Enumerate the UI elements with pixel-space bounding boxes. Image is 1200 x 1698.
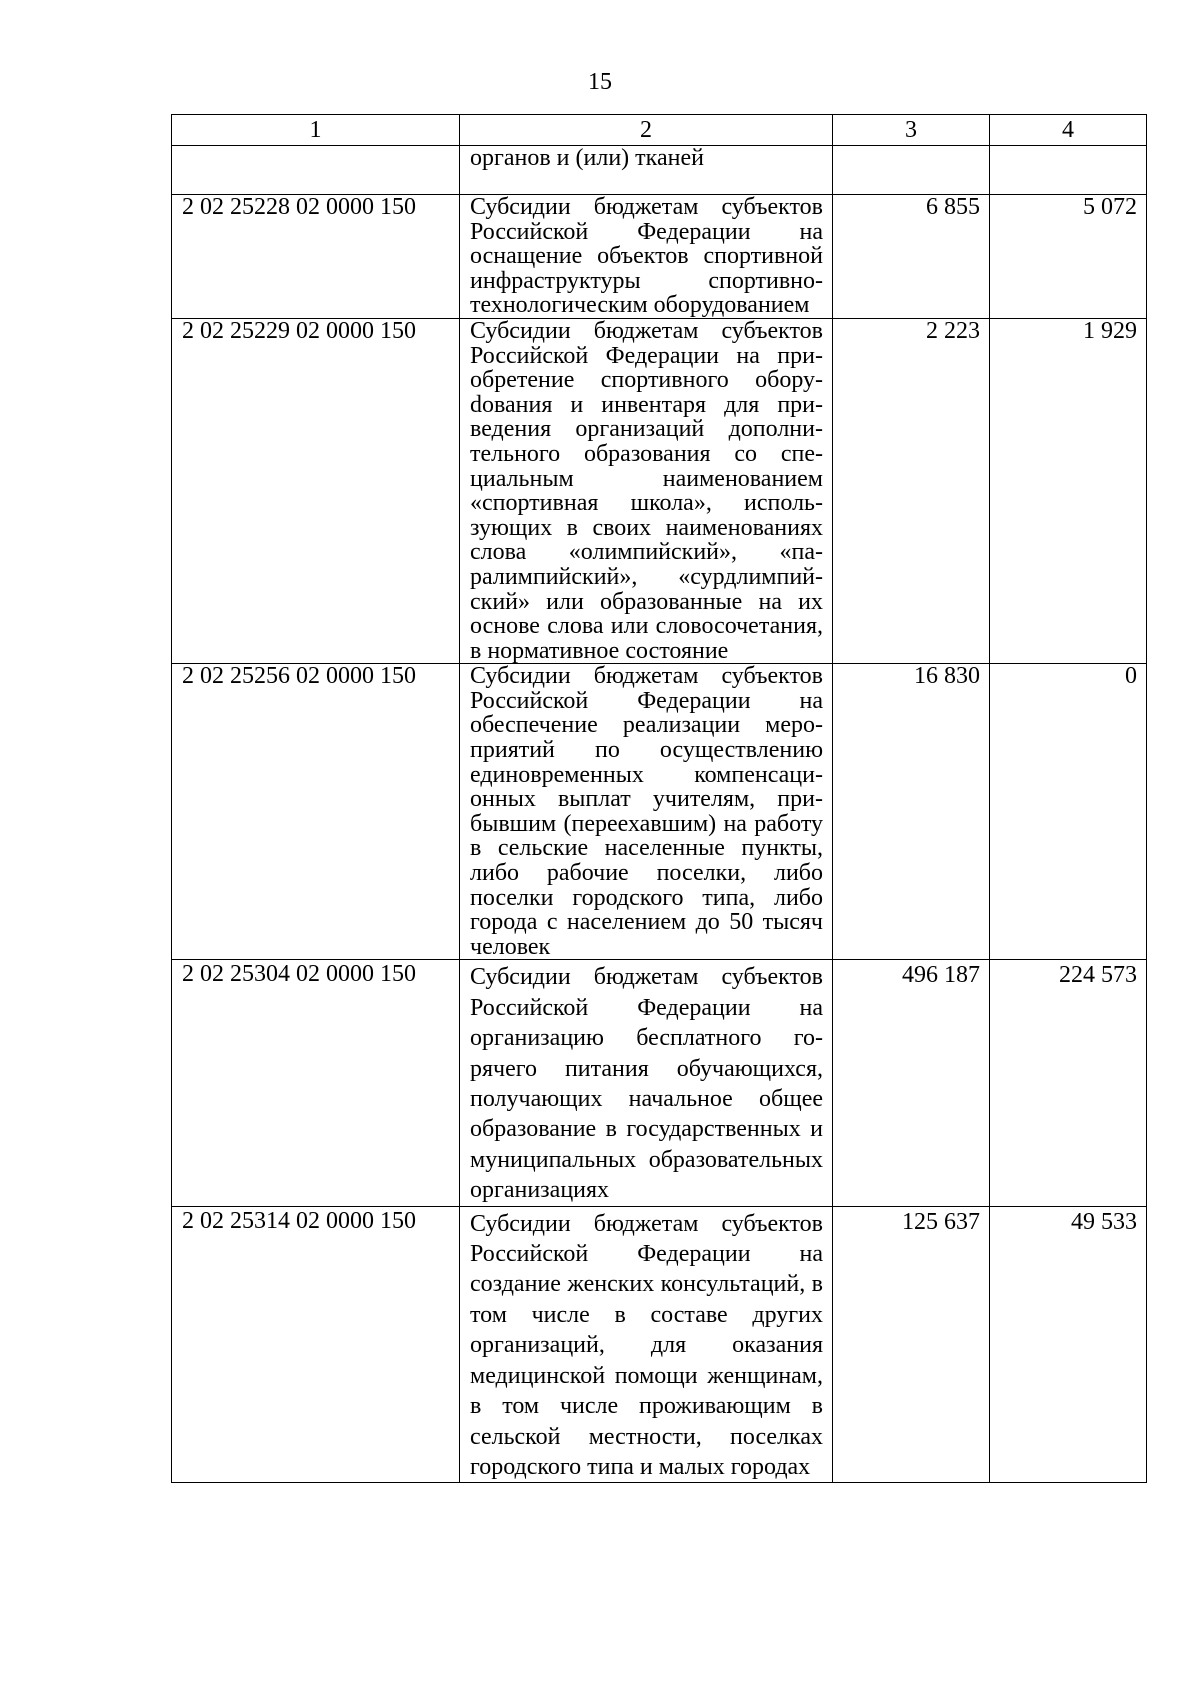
table-row: [172, 960, 1147, 1206]
page-number: 15: [588, 69, 612, 95]
budget-code-cell: 2 02 25304 02 0000 150: [172, 960, 460, 1206]
amount-column-3-cell: 2 223: [833, 318, 990, 663]
budget-code-cell: [172, 146, 460, 195]
budget-code-cell: 2 02 25314 02 0000 150: [172, 1206, 460, 1483]
description-cell: Субсидии бюджетам субъектов Российской Федерации на создание женских консультаций, в том числе в составе других организаций, для оказания медицинской помощи женщинам, в том числе проживающим в сельской местности, поселках городского типа и малых городах: [460, 1206, 833, 1483]
budget-code-cell: 2 02 25228 02 0000 150: [172, 195, 460, 319]
amount-column-4-cell: 5 072: [990, 195, 1147, 319]
amount-column-4-cell: [990, 146, 1147, 195]
table-row: [172, 318, 1147, 663]
column-header-2: 2: [460, 115, 833, 146]
amount-column-4-cell: 1 929: [990, 318, 1147, 663]
amount-column-3-cell: 6 855: [833, 195, 990, 319]
amount-column-3-cell: 125 637: [833, 1206, 990, 1483]
amount-column-4-cell: 49 533: [990, 1206, 1147, 1483]
table-row: [172, 1206, 1147, 1483]
description-cell: органов и (или) тканей: [460, 146, 833, 195]
column-header-4: 4: [990, 115, 1147, 146]
description-cell: Субсидии бюджетам субъектов Российской Федерации на организацию бесплатного горячего питания обучающихся, получающих начальное общее образование в государственных и муниципальных образовательных организациях: [460, 960, 833, 1206]
description-cell: Субсидии бюджетам субъектов Российской Федерации на оснащение объектов спортивной инфраструктуры спортивно-технологическим оборудованием: [460, 195, 833, 319]
description-cell: Субсидии бюджетам субъектов Российской Федерации на приобретение спортивного оборуdования и инвентаря для приведения организаций дополнительного образования со специальным наименованием «спортивная школа», использующих в своих наименованиях слова «олимпийский», «паралимпийский», «сурдлимпийский» или образованные на их основе слова или словосочетания, в нормативное состояние: [460, 318, 833, 663]
table-row: [172, 664, 1147, 960]
amount-column-3-cell: [833, 146, 990, 195]
table-row: [172, 195, 1147, 319]
budget-revenue-table: [171, 114, 1147, 1483]
budget-code-cell: 2 02 25229 02 0000 150: [172, 318, 460, 663]
table-row: [172, 146, 1147, 195]
column-header-1: 1: [172, 115, 460, 146]
description-cell: Субсидии бюджетам субъектов Российской Федерации на обеспечение реализации мероприятий по осуществлению единовременных компенсационных выплат учителям, прибывшим (переехавшим) на работу в сельские населенные пункты, либо рабочие поселки, либо поселки городского типа, либо города с населением до 50 тысяч человек: [460, 664, 833, 960]
amount-column-4-cell: 0: [990, 664, 1147, 960]
amount-column-4-cell: 224 573: [990, 960, 1147, 1206]
amount-column-3-cell: 496 187: [833, 960, 990, 1206]
amount-column-3-cell: 16 830: [833, 664, 990, 960]
budget-code-cell: 2 02 25256 02 0000 150: [172, 664, 460, 960]
table-header-row: [172, 115, 1147, 146]
column-header-3: 3: [833, 115, 990, 146]
